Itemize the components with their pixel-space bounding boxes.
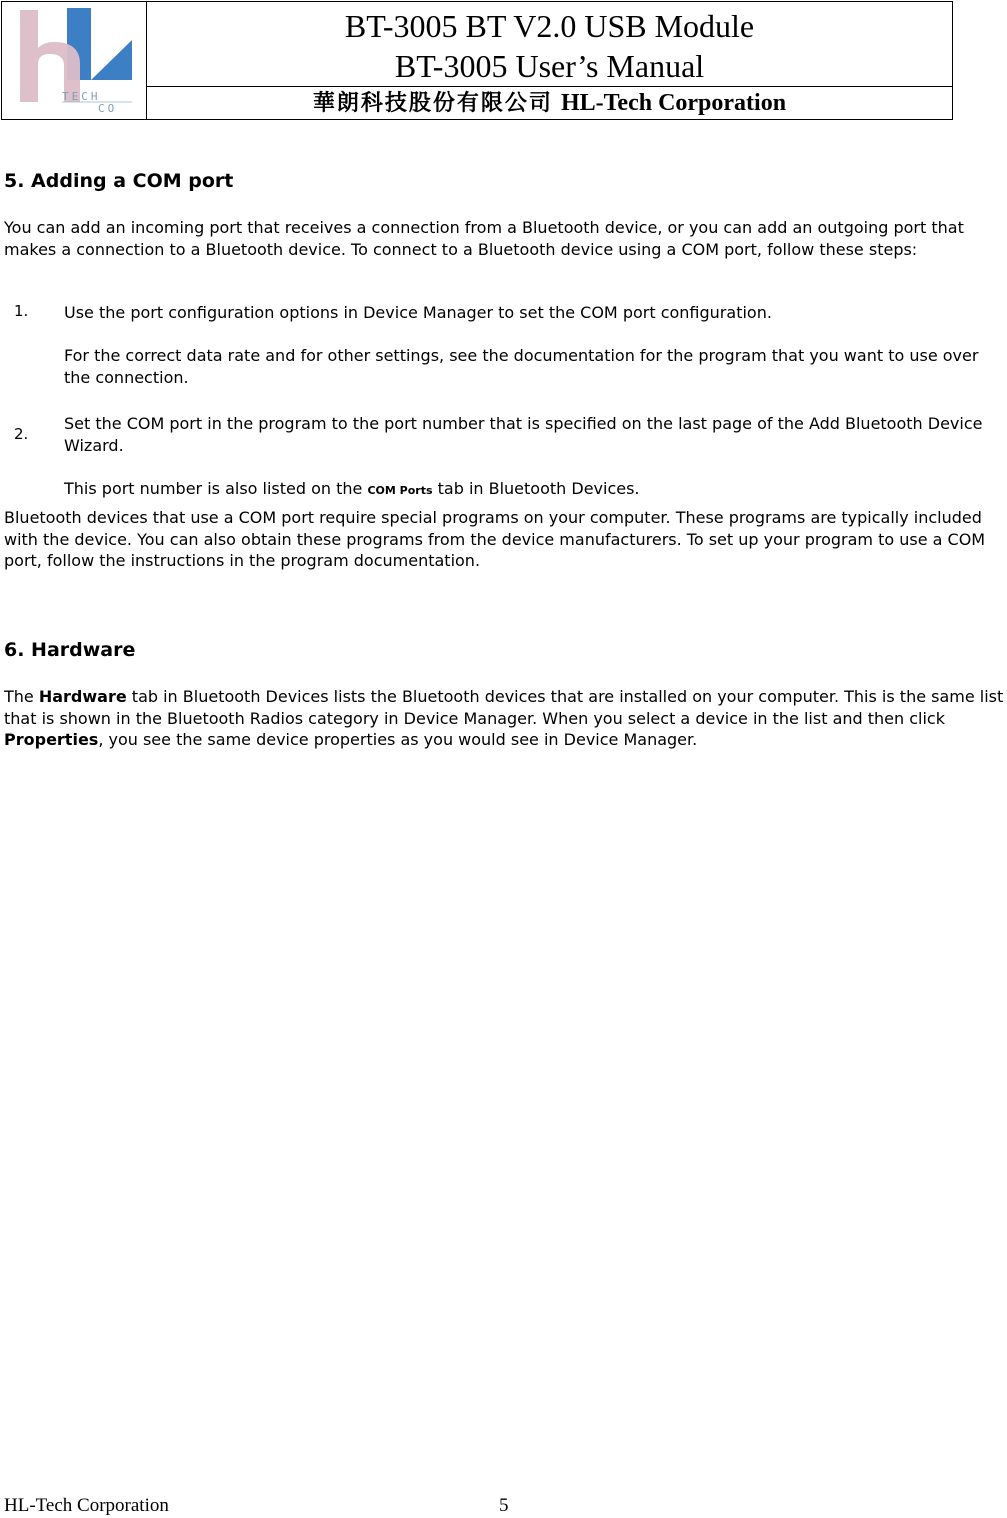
company-name-chinese: 華朗科技股份有限公司 (312, 91, 553, 116)
step-text: Set the COM port in the program to the port number that is specified on the last page of the Add Bluetooth Device Wizard. (64, 414, 983, 455)
hl-tech-logo-icon (2, 2, 147, 119)
title-line1: BT-3005 BT V2.0 USB Module (344, 8, 755, 44)
step-note (64, 478, 1004, 502)
document-title (147, 2, 952, 87)
properties-reference: Properties (4, 730, 99, 749)
section6-paragraph (4, 686, 1007, 751)
paragraph-text: tab in Bluetooth Devices lists the Bluetooth devices that are installed on your computer. This is the same list that is shown in the Bluetooth Radios category in Device Manager. When you select a device in the list and then click (4, 687, 1004, 728)
step-note: For the correct data rate and for other settings, see the documentation for the program that you want to use over the connection. (64, 346, 979, 387)
document-header (1, 1, 953, 120)
title-line2: BT-3005 User’s Manual (394, 48, 705, 84)
step-note-text: tab in Bluetooth Devices. (432, 479, 640, 498)
com-ports-tab-reference: COM Ports (367, 484, 433, 497)
company-logo (2, 2, 147, 119)
section5-heading: 5. Adding a COM port (4, 170, 234, 192)
step-text: Use the port configuration options in Device Manager to set the COM port configuration. (64, 303, 772, 322)
page-number: 5 (499, 1495, 509, 1516)
step-number: 1. (14, 302, 29, 320)
step-number: 2. (14, 425, 29, 443)
step-note-text: This port number is also listed on the (64, 479, 368, 498)
svg-text:CO: CO (98, 102, 118, 115)
section5-intro: You can add an incoming port that receives a connection from a Bluetooth device, or you can add an outgoing port that makes a connection to a Bluetooth device. To connect to a Bluetooth device using a COM port, follow these steps: (4, 218, 964, 259)
paragraph-text: The (4, 687, 39, 706)
section6-heading: 6. Hardware (4, 639, 136, 661)
paragraph-text: , you see the same device properties as you would see in Device Manager. (98, 730, 698, 749)
section5-closing: Bluetooth devices that use a COM port require special programs on your computer. These programs are typically included with the device. You can also obtain these programs from the device manufacturers. To set up your program to use a COM port, follow the instructions in the program documentation. (4, 508, 986, 570)
footer-company: HL-Tech Corporation (4, 1495, 169, 1516)
company-name-english: HL-Tech Corporation (560, 90, 787, 116)
hardware-tab-reference: Hardware (38, 687, 127, 706)
svg-text:TECH: TECH (62, 90, 101, 103)
company-name (147, 87, 952, 119)
